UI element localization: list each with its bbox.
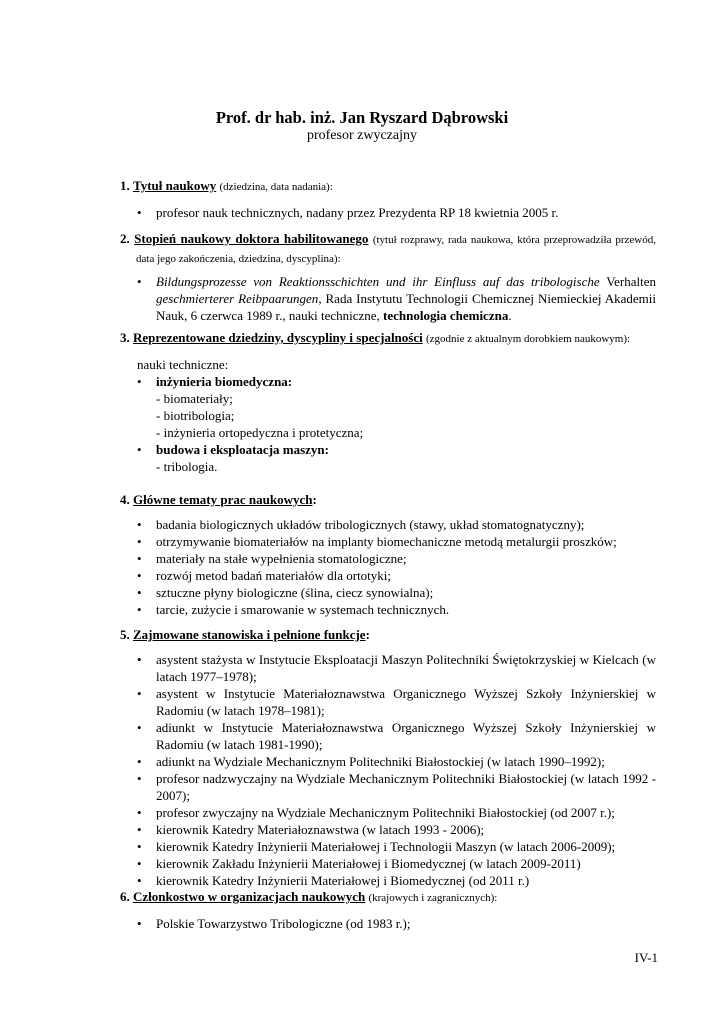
bullet-icon: •: [137, 374, 142, 389]
section-5-heading: 5. Zajmowane stanowiska i pełnione funkcje:: [120, 627, 370, 642]
section-6-heading: [120, 888, 656, 907]
bullet-icon: •: [137, 602, 142, 617]
section-6: [120, 888, 656, 932]
section-title: Tytuł naukowy: [133, 178, 217, 193]
section-title: Główne tematy prac naukowych: [133, 492, 313, 507]
section-title: Reprezentowane dziedziny, dyscypliny i specjalności: [133, 330, 423, 345]
section-2-list: [120, 273, 656, 324]
section-number: 3.: [120, 330, 130, 345]
domain-intro: nauki techniczne:: [137, 357, 229, 372]
list-item: • adiunkt w Instytucie Materiałoznawstwa Organicznego Wyższej Szkoły Inżynierskiej w Radomiu (w latach 1981-1990);: [137, 720, 656, 752]
section-4: [120, 491, 656, 618]
section-number: 2.: [120, 231, 130, 246]
list-item: • tarcie, zużycie i smarowanie w systemach technicznych.: [137, 602, 450, 617]
bullet-icon: •: [137, 686, 142, 701]
section-title: Stopień naukowy doktora habilitowanego: [134, 231, 369, 246]
bullet-icon: •: [137, 916, 142, 931]
section-title: Zajmowane stanowiska i pełnione funkcje: [133, 627, 366, 642]
section-note: (dziedzina, data nadania):: [219, 181, 333, 193]
section-number: 5.: [120, 627, 130, 642]
bullet-icon: •: [137, 534, 142, 549]
bullet-icon: •: [137, 274, 142, 289]
bullet-icon: •: [137, 205, 142, 220]
page-subtitle: profesor zwyczajny: [306, 128, 417, 143]
list-item: • rozwój metod badań materiałów dla ortotyki;: [137, 568, 392, 583]
section-5-list: [120, 651, 656, 889]
list-item: • asystent stażysta w Instytucie Eksploatacji Maszyn Politechniki Świętokrzyskiej w Kielcach (w latach 1977–1978);: [137, 652, 656, 684]
list-item: • Bildungsprozesse von Reaktionsschichten und ihr Einfluss auf das tribologische Verhalten geschmierterer Reibpaarungen, Rada Instytutu Technologii Chemicznej Niemieckiej Akademii Nauk, 6 czerwca 1989 r., nauki techniczne, technologia chemiczna.: [137, 274, 656, 323]
bullet-icon: •: [137, 771, 142, 786]
bullet-icon: •: [137, 442, 142, 457]
section-4-heading: 4. Główne tematy prac naukowych:: [120, 492, 317, 507]
bullet-icon: •: [137, 822, 142, 837]
bullet-icon: •: [137, 856, 142, 871]
section-1: [120, 177, 656, 221]
list-item: • Polskie Towarzystwo Tribologiczne (od 1983 r.);: [137, 916, 411, 931]
list-item: • budowa i eksploatacja maszyn: - tribologia.: [137, 442, 329, 474]
list-item: • otrzymywanie biomateriałów na implanty biomechaniczne metodą metalurgii proszków;: [137, 534, 617, 549]
section-number: 4.: [120, 492, 130, 507]
page-title: Prof. dr hab. inż. Jan Ryszard Dąbrowski: [215, 108, 509, 127]
list-item: • sztuczne płyny biologiczne (ślina, ciecz synowialna);: [137, 585, 434, 600]
section-6-list: [120, 915, 656, 932]
list-item: • profesor zwyczajny na Wydziale Mechanicznym Politechniki Białostockiej (od 2007 r.);: [137, 805, 615, 820]
bullet-icon: •: [137, 839, 142, 854]
list-item: • kierownik Zakładu Inżynierii Materiałowej i Biomedycznej (w latach 2009-2011): [137, 856, 581, 871]
bullet-icon: •: [137, 873, 142, 888]
list-item: • kierownik Katedry Inżynierii Materiałowej i Technologii Maszyn (w latach 2006-2009);: [137, 839, 616, 854]
section-4-list: [120, 516, 656, 618]
bullet-icon: •: [137, 805, 142, 820]
section-title: Członkostwo w organizacjach naukowych: [133, 889, 366, 904]
page-number: IV-1: [634, 950, 658, 965]
section-5: [120, 626, 656, 889]
bullet-icon: •: [137, 551, 142, 566]
bullet-icon: •: [137, 720, 142, 735]
bullet-icon: •: [137, 585, 142, 600]
list-item: • badania biologicznych układów tribologicznych (stawy, układ stomatognatyczny);: [137, 517, 585, 532]
section-note: (zgodnie z aktualnym dorobkiem naukowym):: [425, 333, 631, 345]
list-item: • inżynieria biomedyczna: - biomateriały; - biotribologia; - inżynieria ortopedyczna i protetyczna;: [137, 374, 364, 440]
bullet-icon: •: [137, 517, 142, 532]
list-item: • materiały na stałe wypełnienia stomatologiczne;: [137, 551, 407, 566]
section-3: [120, 329, 656, 475]
list-item: • profesor nauk technicznych, nadany przez Prezydenta RP 18 kwietnia 2005 r.: [137, 205, 559, 220]
bullet-icon: •: [137, 568, 142, 583]
list-item: • kierownik Katedry Inżynierii Materiałowej i Biomedycznej (od 2011 r.): [137, 873, 530, 888]
section-3-list: [120, 373, 656, 475]
section-note: (tytuł rozprawy, rada naukowa, która przeprowadziła przewód, data jego zakończenia, dziedzina, dyscyplina):: [136, 234, 657, 265]
bullet-icon: •: [137, 754, 142, 769]
bullet-icon: •: [137, 652, 142, 667]
list-item: • kierownik Katedry Materiałoznawstwa (w latach 1993 - 2006);: [137, 822, 485, 837]
section-1-list: [120, 204, 656, 221]
section-2: [120, 230, 656, 324]
section-number: 6.: [120, 889, 130, 904]
section-1-heading: [120, 177, 656, 196]
section-number: 1.: [120, 178, 130, 193]
section-note: (krajowych i zagranicznych):: [368, 892, 498, 904]
list-item: • asystent w Instytucie Materiałoznawstwa Organicznego Wyższej Szkoły Inżynierskiej w Radomiu (w latach 1978–1981);: [137, 686, 656, 718]
section-2-heading: [120, 230, 656, 268]
list-item: • adiunkt na Wydziale Mechanicznym Politechniki Białostockiej (w latach 1990–1992);: [137, 754, 605, 769]
section-3-heading: [120, 329, 656, 348]
list-item: • profesor nadzwyczajny na Wydziale Mechanicznym Politechniki Białostockiej (w latach 1992 - 2007);: [137, 771, 656, 803]
